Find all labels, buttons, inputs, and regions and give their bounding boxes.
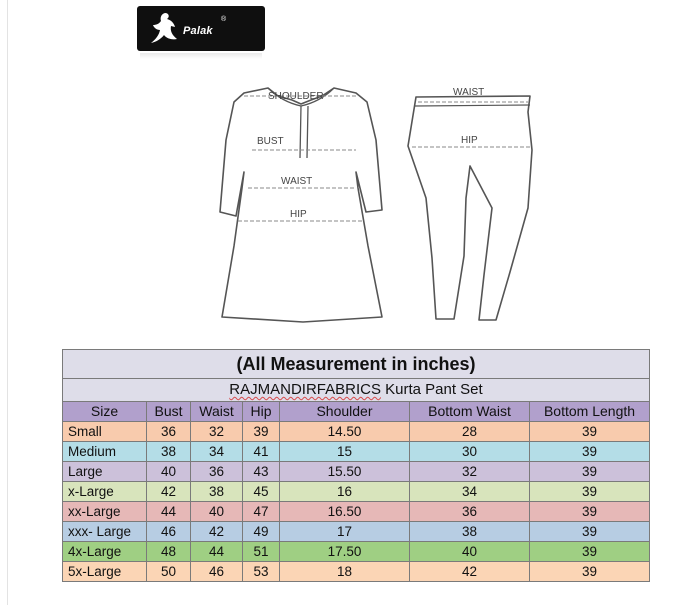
- hip-cell: 49: [243, 522, 280, 542]
- bottom-waist-cell: 34: [410, 482, 530, 502]
- subtitle-brand: RAJMANDIRFABRICS: [229, 381, 381, 398]
- bottom-length-cell: 39: [530, 462, 650, 482]
- size-cell: 4x-Large: [63, 542, 147, 562]
- bottom-length-cell: 39: [530, 422, 650, 442]
- bottom-length-cell: 39: [530, 482, 650, 502]
- shoulder-cell: 17: [280, 522, 410, 542]
- table-row: [63, 502, 650, 522]
- waist-cell: 42: [191, 522, 243, 542]
- table-row: [63, 462, 650, 482]
- table-row: [63, 562, 650, 582]
- shoulder-cell: 17.50: [280, 542, 410, 562]
- bottom-waist-cell: 32: [410, 462, 530, 482]
- column-header: Hip: [243, 402, 280, 422]
- size-chart-table: [62, 349, 650, 582]
- hip-cell: 53: [243, 562, 280, 582]
- table-row: [63, 522, 650, 542]
- kurta-hip-label: HIP: [290, 209, 307, 220]
- column-header: Shoulder: [280, 402, 410, 422]
- size-cell: x-Large: [63, 482, 147, 502]
- bust-cell: 40: [147, 462, 191, 482]
- shoulder-cell: 16.50: [280, 502, 410, 522]
- hip-cell: 51: [243, 542, 280, 562]
- size-cell: Small: [63, 422, 147, 442]
- column-header: Bust: [147, 402, 191, 422]
- waist-cell: 36: [191, 462, 243, 482]
- hip-cell: 43: [243, 462, 280, 482]
- kurta-drawing: [220, 88, 382, 322]
- column-header: Size: [63, 402, 147, 422]
- size-cell: Large: [63, 462, 147, 482]
- bottom-length-cell: 39: [530, 522, 650, 542]
- pant-hip-label: HIP: [461, 135, 478, 146]
- size-cell: 5x-Large: [63, 562, 147, 582]
- hip-cell: 45: [243, 482, 280, 502]
- size-cell: xxx- Large: [63, 522, 147, 542]
- bust-cell: 42: [147, 482, 191, 502]
- kurta-waist-label: WAIST: [281, 176, 313, 187]
- waist-cell: 34: [191, 442, 243, 462]
- hip-cell: 41: [243, 442, 280, 462]
- table-row: [63, 482, 650, 502]
- bottom-length-cell: 39: [530, 562, 650, 582]
- table-row: [63, 422, 650, 442]
- bottom-waist-cell: 36: [410, 502, 530, 522]
- column-header: Bottom Length: [530, 402, 650, 422]
- bust-cell: 38: [147, 442, 191, 462]
- waist-cell: 38: [191, 482, 243, 502]
- table-row: [63, 542, 650, 562]
- bottom-waist-cell: 38: [410, 522, 530, 542]
- shoulder-cell: 15.50: [280, 462, 410, 482]
- table-subtitle: [63, 379, 650, 402]
- bottom-waist-cell: 28: [410, 422, 530, 442]
- bottom-length-cell: 39: [530, 542, 650, 562]
- bust-cell: 48: [147, 542, 191, 562]
- size-cell: xx-Large: [63, 502, 147, 522]
- table-header-row: [63, 402, 650, 422]
- hip-cell: 47: [243, 502, 280, 522]
- waist-cell: 32: [191, 422, 243, 442]
- registered-mark: ®: [221, 16, 227, 23]
- shoulder-cell: 14.50: [280, 422, 410, 442]
- pant-drawing: [408, 96, 532, 320]
- waist-cell: 44: [191, 542, 243, 562]
- table-title-row: [63, 350, 650, 379]
- bottom-length-cell: 39: [530, 502, 650, 522]
- bust-label: BUST: [257, 136, 284, 147]
- waist-cell: 40: [191, 502, 243, 522]
- hip-cell: 39: [243, 422, 280, 442]
- bust-cell: 44: [147, 502, 191, 522]
- shoulder-cell: 18: [280, 562, 410, 582]
- shoulder-label: SHOULDER: [268, 91, 324, 102]
- table-row: [63, 442, 650, 462]
- bottom-waist-cell: 30: [410, 442, 530, 462]
- column-header: Waist: [191, 402, 243, 422]
- shoulder-cell: 16: [280, 482, 410, 502]
- bottom-waist-cell: 40: [410, 542, 530, 562]
- subtitle-rest: Kurta Pant Set: [380, 381, 483, 398]
- bust-cell: 46: [147, 522, 191, 542]
- column-header: Bottom Waist: [410, 402, 530, 422]
- table-subtitle-row: [63, 379, 650, 402]
- waist-cell: 46: [191, 562, 243, 582]
- pant-waist-label: WAIST: [453, 87, 485, 98]
- bottom-waist-cell: 42: [410, 562, 530, 582]
- table-title: (All Measurement in inches): [63, 350, 650, 379]
- bust-cell: 50: [147, 562, 191, 582]
- size-cell: Medium: [63, 442, 147, 462]
- brand-name: Palak: [183, 25, 213, 37]
- shoulder-cell: 15: [280, 442, 410, 462]
- bottom-length-cell: 39: [530, 442, 650, 462]
- bust-cell: 36: [147, 422, 191, 442]
